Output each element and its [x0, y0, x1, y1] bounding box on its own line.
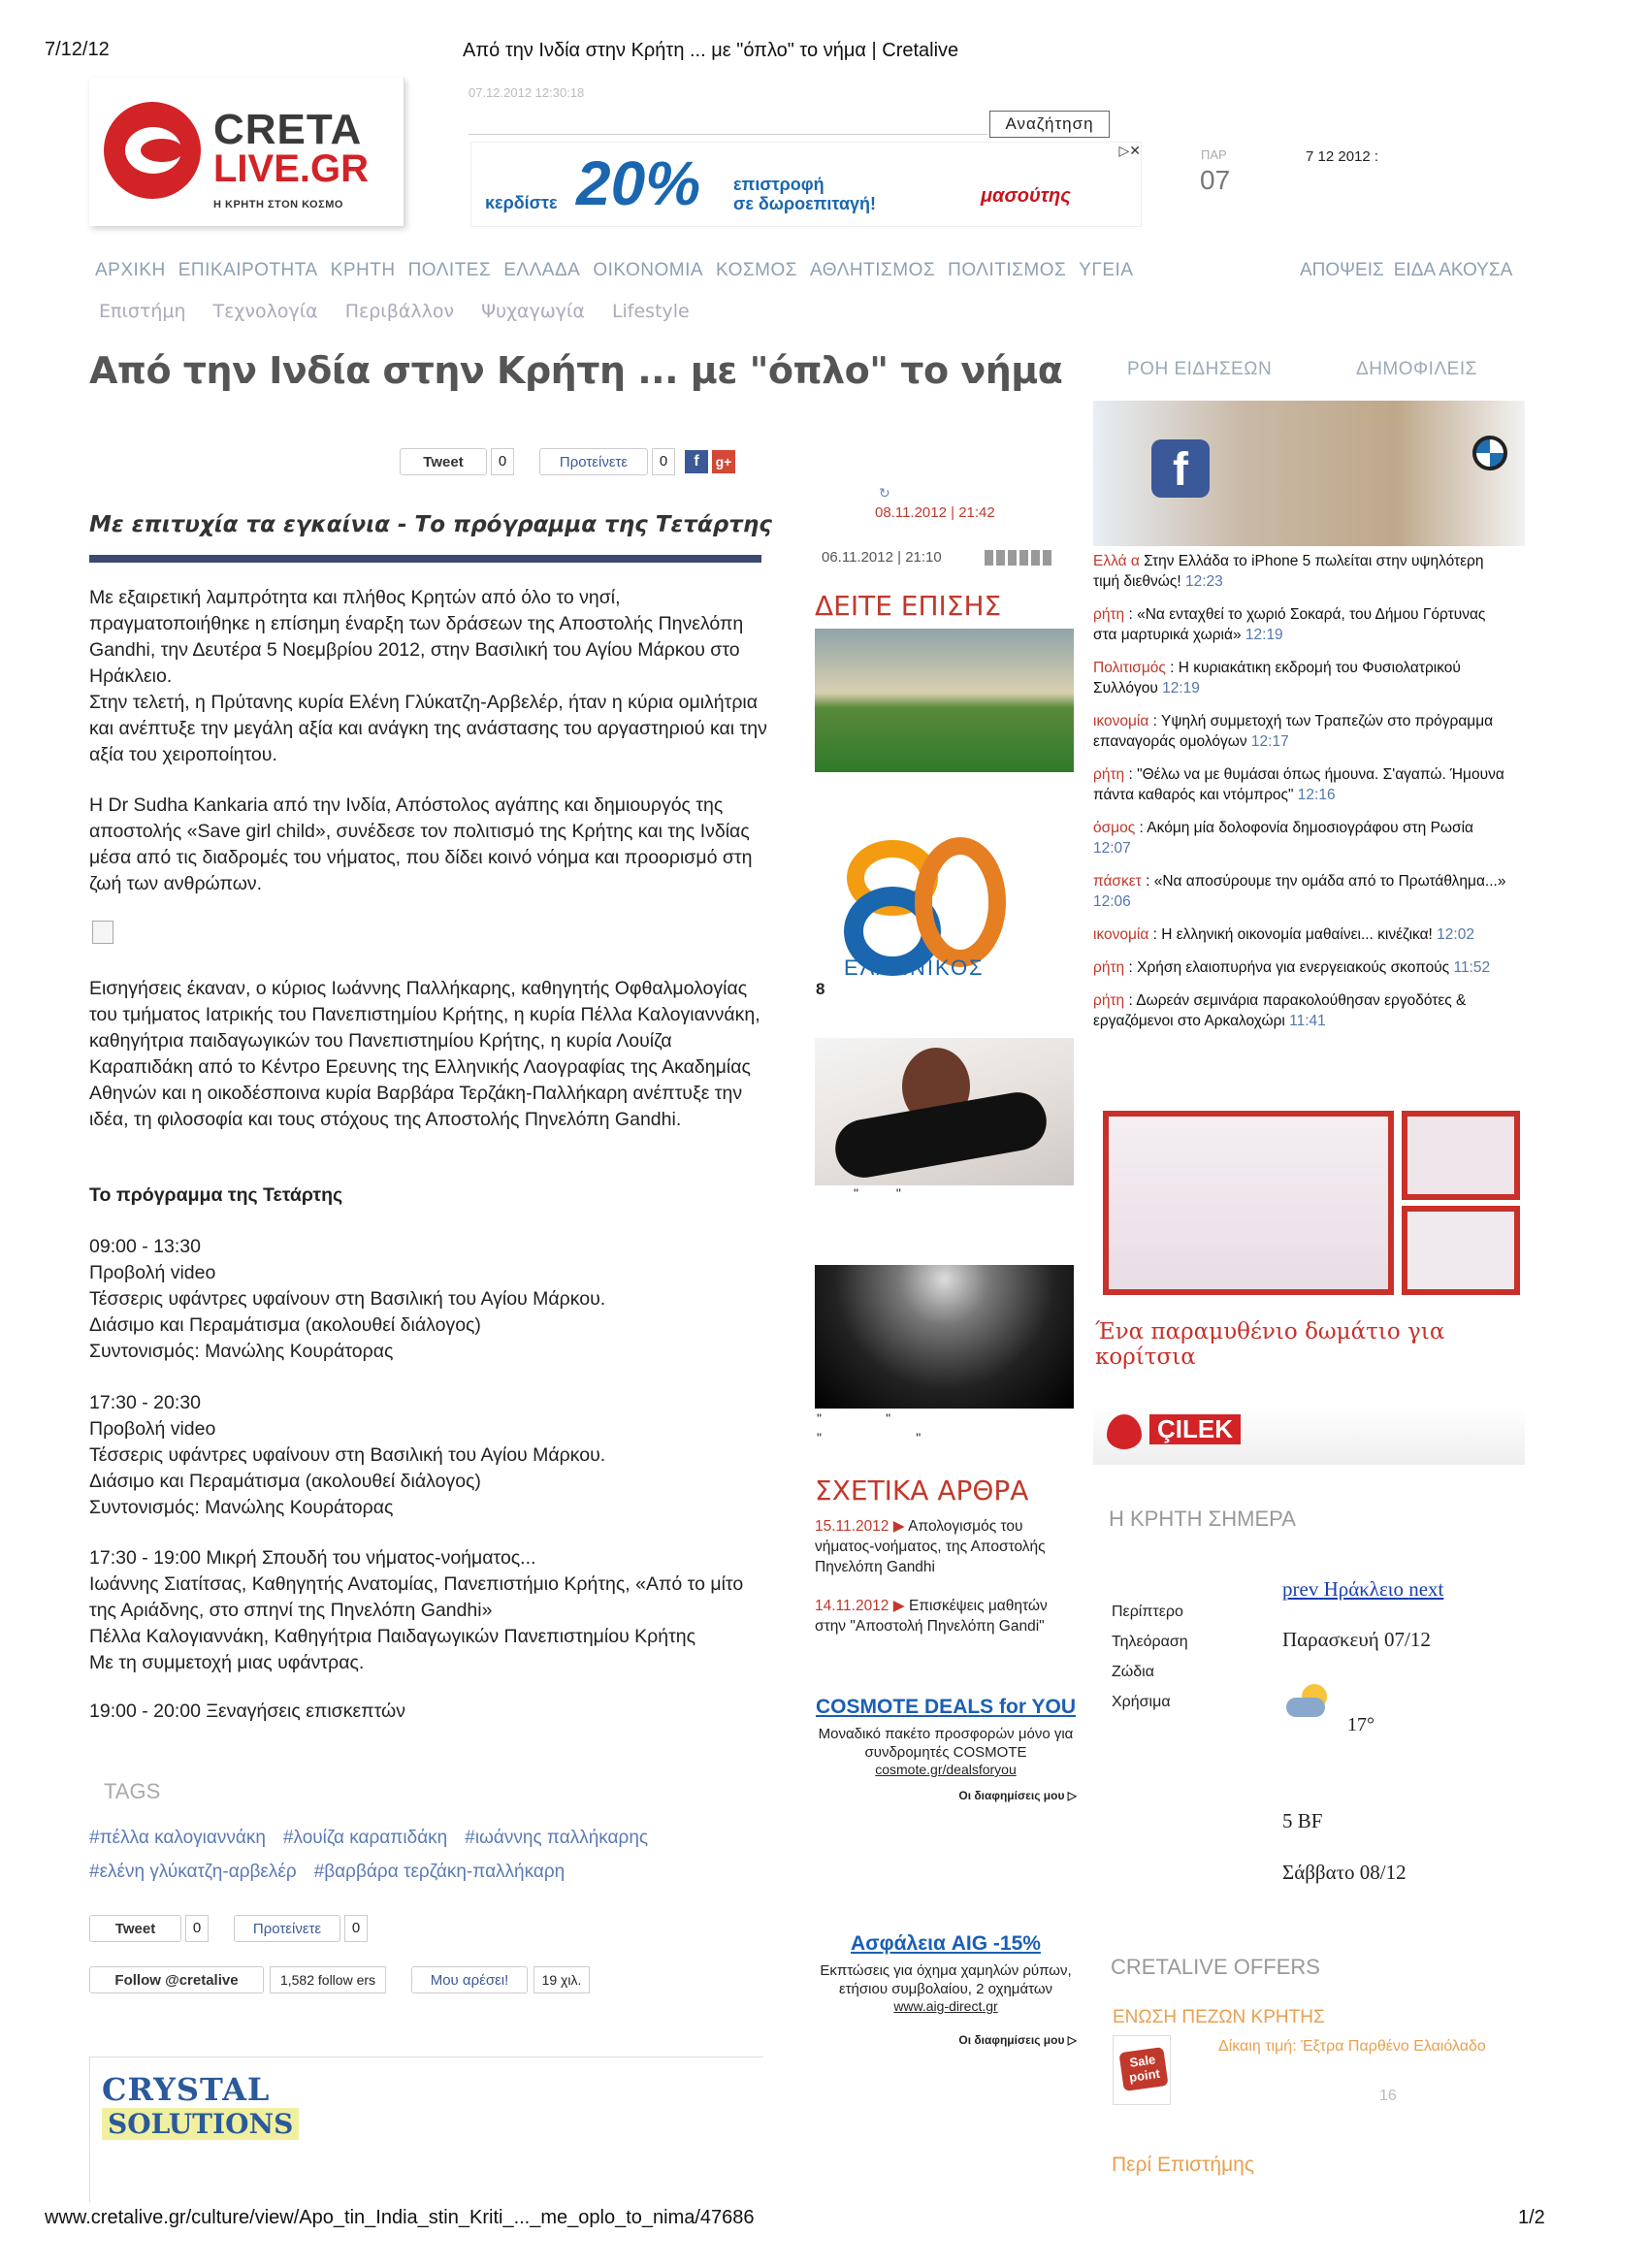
broken-image-icon: [92, 921, 113, 944]
see-also-image-woman[interactable]: [815, 1038, 1074, 1185]
google-plus-icon[interactable]: g+: [712, 450, 735, 473]
news-category: ρήτη: [1093, 959, 1125, 976]
main-nav: [95, 260, 1146, 281]
text-ad-url[interactable]: www.aig-direct.gr: [893, 1998, 998, 2014]
sub-nav-item[interactable]: Τεχνολογία: [212, 301, 318, 322]
news-time: 11:52: [1453, 959, 1491, 976]
news-time: 12:17: [1250, 733, 1289, 750]
follow-bar: [89, 1966, 590, 1993]
news-category: ρήτη: [1093, 606, 1125, 623]
nav-item[interactable]: ΕΠΙΚΑΙΡΟΤΗΤΑ: [178, 260, 318, 280]
news-time: 12:06: [1093, 893, 1131, 910]
refresh-icon: ↻: [879, 485, 890, 501]
ad-right-l2: σε δωροεπιταγή!: [733, 193, 877, 213]
news-text: Ακόμη μία δολοφονία δημοσιογράφου στη Ρωσία: [1147, 820, 1473, 836]
quote-mark: " ": [854, 1185, 901, 1201]
nav-item[interactable]: ΥΓΕΙΑ: [1079, 260, 1134, 280]
weather-city[interactable]: Ηράκλειο: [1323, 1577, 1404, 1601]
tag-link[interactable]: #πέλλα καλογιαννάκη: [89, 1828, 266, 1848]
nav-item[interactable]: ΕΛΛΑΔΑ: [503, 260, 581, 280]
print-page-number: 1/2: [1518, 2207, 1545, 2228]
sale-point-badge[interactable]: [1113, 2035, 1171, 2105]
tab-news-feed[interactable]: ΡΟΗ ΕΙΔΗΣΕΩΝ: [1127, 359, 1273, 379]
today-link[interactable]: Τηλεόραση: [1112, 1634, 1188, 1650]
logo80-text: ΕΛΛΗΝΙΚΟΣ: [844, 956, 985, 980]
logo-mark-icon: [104, 102, 201, 199]
news-time: 12:16: [1297, 787, 1336, 803]
tags-list: [89, 1822, 788, 1890]
share-bar-bottom: [89, 1915, 368, 1942]
cilek-ad[interactable]: [1093, 1106, 1525, 1465]
nav-item[interactable]: ΚΟΣΜΟΣ: [716, 260, 797, 280]
article-title: Από την Ινδία στην Κρήτη ... με "όπλο" το νήμα: [89, 349, 1063, 392]
facebook-icon[interactable]: f: [685, 450, 708, 473]
bmw-logo-icon: [1472, 436, 1507, 470]
right-nav: [1290, 260, 1512, 281]
sub-nav-item[interactable]: Επιστήμη: [99, 301, 186, 322]
recommend-button[interactable]: Προτείνετε: [539, 448, 648, 475]
news-category: ρήτη: [1093, 766, 1125, 783]
offers-title: CRETALIVE OFFERS: [1111, 1955, 1320, 1979]
today-link[interactable]: Περίπτερο: [1112, 1604, 1183, 1620]
ad-close-icon[interactable]: ▷✕: [1118, 143, 1141, 158]
lead-divider: [89, 555, 761, 563]
text-ad-title[interactable]: COSMOTE DEALS for YOU: [816, 1696, 1076, 1718]
news-category: ικονομία: [1093, 713, 1149, 729]
article-date-2: 06.11.2012 | 21:10: [822, 549, 942, 566]
weather-temp: 17°: [1347, 1714, 1374, 1735]
weather-day1: Παρασκευή 07/12: [1282, 1628, 1431, 1651]
news-time: 12:23: [1184, 573, 1223, 590]
news-time: 11:41: [1289, 1013, 1326, 1029]
follow-button[interactable]: Follow @cretalive: [89, 1966, 264, 1993]
news-category: ρήτη: [1093, 992, 1125, 1009]
banner-ad[interactable]: [470, 142, 1142, 227]
offer-count: 16: [1379, 2088, 1397, 2104]
tag-link[interactable]: #βαρβάρα τερζάκη-παλλήκαρη: [313, 1862, 566, 1882]
text-ad-url[interactable]: cosmote.gr/dealsforyou: [875, 1762, 1017, 1777]
ad-choices-label: Οι διαφημίσεις μου: [958, 1789, 1065, 1802]
news-text: Χρήση ελαιοπυρήνα για ενεργειακούς σκοπούς: [1137, 959, 1450, 976]
see-also-image-concert[interactable]: [815, 1265, 1074, 1409]
tags-title: TAGS: [104, 1779, 161, 1803]
strawberry-icon: [1107, 1414, 1142, 1449]
news-item[interactable]: ρήτη : Δωρεάν σεμινάρια παρακολούθησαν εργοδότες & εργαζόμενοι στο Αρκαλοχώρι 11:41: [1093, 992, 1467, 1029]
news-item[interactable]: όσμος : Ακόμη μία δολοφονία δημοσιογράφου στη Ρωσία 12:07: [1093, 820, 1473, 857]
ad-choices-label: Οι διαφημίσεις μου: [958, 2033, 1065, 2047]
sale-point-label: Sale point: [1118, 2047, 1168, 2091]
news-item[interactable]: ρήτη : "Θέλω να με θυμάσαι όπως ήμουνα. Σ'αγαπώ. Ήμουνα πάντα καθαρός και ντόμπρος" 12:16: [1093, 766, 1504, 803]
cilek-ad-text: Ένα παραμυθένιο δωμάτιο για κορίτσια: [1095, 1319, 1445, 1370]
news-text: Δωρεάν σεμινάρια παρακολούθησαν εργοδότες & εργαζόμενοι στο Αρκαλοχώρι: [1093, 992, 1467, 1029]
ad-right-text: [733, 176, 876, 214]
program-block: 17:30 - 20:30 Προβολή video Τέσσερις υφάντρες υφαίνουν στη Βασιλική του Αγίου Μάρκου. Διάσιμο και Περαμάτισμα (ακολουθεί διάλογος) Συντονισμός: Μανώλης Κουράτορας: [89, 1392, 606, 1518]
news-text: Στην Ελλάδα το iPhone 5 πωλείται στην υψηλότερη τιμή διεθνώς!: [1093, 553, 1484, 590]
cilek-brand: ÇILEK: [1149, 1414, 1241, 1444]
quote-mark: " " " ": [817, 1410, 922, 1445]
offer-org[interactable]: ΕΝΩΣΗ ΠΕΖΩΝ ΚΡΗΤΗΣ: [1113, 2007, 1325, 2027]
news-item[interactable]: ικονομία : Η ελληνική οικονομία μαθαίνει... κινέζικα! 12:02: [1093, 926, 1474, 943]
tweet-count: 0: [491, 448, 514, 475]
weather-wind: 5 BF: [1282, 1809, 1323, 1832]
article-paragraph: Με εξαιρετική λαμπρότητα και πλήθος Κρητών από όλο το νησί, πραγματοποιήθηκε η επίσημη έναρξη των δράσεων της Αποστολής Πηνελόπη Gandhi, την Δευτέρα 5 Νοεμβρίου 2012, στην Βασιλική του Αγίου Μάρκου στο Ηράκλειο. Στην τελετή, η Πρύτανης κυρία Ελένη Γλύκατζη-Αρβελέρ, ήταν η κύρια ομιλήτρια και ανέπτυξε την μεγάλη αξία και ανάγκη της ανάστασης του αργαστηριού και την αξία του χειροποίητου.: [89, 587, 767, 765]
tag-link[interactable]: #ιωάννης παλλήκαρης: [465, 1828, 649, 1848]
site-logo[interactable]: [89, 78, 404, 226]
sub-nav: [99, 301, 717, 322]
related-item[interactable]: 14.11.2012 ▶ Επισκέψεις μαθητών στην "Αποστολή Πηνελόπη Gandi": [815, 1598, 1048, 1635]
sub-nav-item[interactable]: Περιβάλλον: [344, 301, 455, 322]
news-text: "Θέλω να με θυμάσαι όπως ήμουνα. Σ'αγαπώ. Ήμουνα πάντα καθαρός και ντόμπρος": [1093, 766, 1504, 803]
see-also-title: ΔΕΙΤΕ ΕΠΙΣΗΣ: [815, 590, 1002, 622]
rating-icon: [985, 550, 1052, 566]
recommend-button[interactable]: Προτείνετε: [234, 1915, 340, 1942]
tweet-count: 0: [185, 1915, 209, 1942]
tweet-button[interactable]: Tweet: [89, 1915, 181, 1942]
ad-choices[interactable]: Οι διαφημίσεις μου ▷: [958, 1789, 1077, 1802]
weather-next[interactable]: next: [1408, 1577, 1444, 1601]
like-count: 19 χιλ.: [534, 1966, 590, 1993]
news-category: όσμος: [1093, 820, 1136, 836]
nav-item[interactable]: ΑΡΧΙΚΗ: [95, 260, 166, 280]
logo-tagline: Η ΚΡΗΤΗ ΣΤΟΝ ΚΟΣΜΟ: [213, 199, 343, 211]
program-title: Το πρόγραμμα της Τετάρτης: [89, 1184, 343, 1206]
today-link[interactable]: Ζώδια: [1112, 1664, 1154, 1680]
search-input[interactable]: [469, 110, 987, 135]
logo-line1: CRETA: [213, 106, 363, 153]
nav-item[interactable]: ΚΡΗΤΗ: [330, 260, 396, 280]
nav-item[interactable]: ΠΟΛΙΤΙΣΜΟΣ: [948, 260, 1067, 280]
followers-count: 1,582 follow ers: [270, 1966, 386, 1993]
article-date-1: 08.11.2012 | 21:42: [875, 504, 995, 521]
news-item[interactable]: πάσκετ : «Να αποσύρουμε την ομάδα από το Πρωτάθλημα...» 12:06: [1093, 873, 1506, 910]
news-item[interactable]: ρήτη : Χρήση ελαιοπυρήνα για ενεργειακούς σκοπούς 11:52: [1093, 959, 1491, 976]
print-page-title: Από την Ινδία στην Κρήτη ... με "όπλο" το νήμα | Cretalive: [463, 40, 959, 61]
crystal-ad[interactable]: [89, 2057, 763, 2202]
news-item[interactable]: ρήτη : «Να ενταχθεί το χωριό Σοκαρά, του Δήμου Γόρτυνας στα μαρτυρικά χωριά» 12:19: [1093, 606, 1486, 643]
news-text: Η ελληνική οικονομία μαθαίνει... κινέζικα!: [1161, 926, 1433, 943]
tag-link[interactable]: #λουίζα καραπιδάκη: [282, 1828, 448, 1848]
nav-item-opinions[interactable]: ΑΠΟΨΕΙΣ: [1300, 260, 1384, 280]
recommend-count: 0: [652, 448, 675, 475]
timestamp: 07.12.2012 12:30:18: [469, 85, 585, 100]
print-date: 7/12/12: [45, 39, 110, 60]
full-date: 7 12 2012 :: [1306, 148, 1379, 165]
article-lead: Με επιτυχία τα εγκαίνια - Το πρόγραμμα της Τετάρτης: [89, 512, 772, 537]
news-time: 12:19: [1162, 680, 1200, 697]
crystal-line2: SOLUTIONS: [102, 2108, 299, 2140]
see-also-caption: 8: [816, 980, 825, 998]
tab-popular[interactable]: ΔΗΜΟΦΙΛΕΙΣ: [1356, 359, 1477, 379]
news-time: 12:02: [1437, 926, 1474, 943]
today-link[interactable]: Χρήσιμα: [1112, 1694, 1171, 1710]
nav-item[interactable]: ΟΙΚΟΝΟΜΙΑ: [593, 260, 704, 280]
tag-link[interactable]: #ελένη γλύκατζη-αρβελέρ: [89, 1862, 297, 1882]
see-also-image-landscape[interactable]: [815, 629, 1074, 772]
ad-choices[interactable]: Οι διαφημίσεις μου ▷: [958, 2033, 1077, 2047]
weather-prev[interactable]: prev: [1282, 1577, 1319, 1601]
related-text: Απολογισμός του νήματος-νοήματος, της Αποστολής Πηνελόπη Gandhi: [815, 1518, 1046, 1575]
footer-link-science[interactable]: Περί Επιστήμης: [1112, 2154, 1254, 2176]
news-text: Η κυριακάτικη εκδρομή του Φυσιολατρικού Συλλόγου: [1093, 660, 1461, 697]
text-ad-body: Μοναδικό πακέτο προσφορών μόνο για συνδρομητές COSMOTE: [818, 1726, 1074, 1761]
nav-item[interactable]: ΑΘΛΗΤΙΣΜΟΣ: [810, 260, 936, 280]
day-label: ΠΑΡ: [1201, 147, 1227, 162]
search-button[interactable]: Αναζήτηση: [989, 111, 1110, 138]
ad-right-l1: επιστροφή: [733, 175, 824, 194]
like-button[interactable]: Μου αρέσει!: [411, 1966, 528, 1993]
news-text: «Να αποσύρουμε την ομάδα από το Πρωτάθλημα...»: [1153, 873, 1506, 890]
news-category: Ελλά α: [1093, 553, 1140, 569]
news-item[interactable]: ικονομία : Υψηλή συμμετοχή των Τραπεζών στο πρόγραμμα επαναγοράς ομολόγων 12:17: [1093, 713, 1494, 750]
news-feed: [1093, 551, 1510, 1044]
nav-item[interactable]: ΠΟΛΙΤΕΣ: [407, 260, 492, 280]
program-block: 17:30 - 19:00 Μικρή Σπουδή του νήματος-νοήματος... Ιωάννης Σιατίτσας, Καθηγητής Ανατομίας, Πανεπιστήμιο Κρήτης, «Από το μίτο της Αριάδνης, στο σπηνί της Πηνελόπη Gandhi» Πέλλα Καλογιαννάκη, Καθηγήτρια Παιδαγωγικών Πανεπιστημίου Κρήτης Με τη συμμετοχή μιας υφάντρας.: [89, 1547, 744, 1673]
news-category: Πολιτισμός: [1093, 660, 1166, 676]
nav-item-heard[interactable]: ΕΙΔΑ ΑΚΟΥΣΑ: [1393, 260, 1513, 280]
program-block: 09:00 - 13:30 Προβολή video Τέσσερις υφάντρες υφαίνουν στη Βασιλική του Αγίου Μάρκου. Διάσιμο και Περαμάτισμα (ακολουθεί διάλογος) Συντονισμός: Μανώλης Κουράτορας: [89, 1236, 606, 1362]
print-url: www.cretalive.gr/culture/view/Apo_tin_India_stin_Kriti_..._me_oplo_to_nima/47686: [45, 2207, 755, 2228]
weather-nav: [1282, 1577, 1443, 1602]
news-text: Υψηλή συμμετοχή των Τραπεζών στο πρόγραμμα επαναγοράς ομολόγων: [1093, 713, 1494, 750]
program-block: 19:00 - 20:00 Ξεναγήσεις επισκεπτών: [89, 1701, 406, 1722]
sub-nav-item[interactable]: Ψυχαγωγία: [481, 301, 585, 322]
tweet-button[interactable]: Tweet: [400, 448, 487, 475]
recommend-count: 0: [344, 1915, 368, 1942]
sun-cloud-icon: [1286, 1684, 1331, 1723]
article-paragraph: Εισηγήσεις έκαναν, ο κύριος Ιωάννης Παλλήκαρης, καθηγητής Οφθαλμολογίας του τμήματος Ιατρικής του Πανεπιστημίου Κρήτης, η κυρία Πέλλα Καλογιαννάκη, καθηγήτρια παιδαγωγικών του Πανεπιστημίου Κρήτης, η κυρία Λουίζα Καραπιδάκη από το Κέντρο Ερευνης της Ελληνικής Λαογραφίας της Ακαδημίας Αθηνών και η οικοδέσποινα κυρία Βαρβάρα Τερζάκη-Παλλήκαρη ανέπτυξε την ιδέα, τη φιλοσοφία και τους στόχους της Αποστολής Πηνελόπη Gandhi.: [89, 978, 766, 1130]
news-item[interactable]: Πολιτισμός : Η κυριακάτικη εκδρομή του Φυσιολατρικού Συλλόγου 12:19: [1093, 660, 1461, 697]
related-date: 14.11.2012: [815, 1598, 889, 1614]
offer-text[interactable]: Δίκαιη τιμή: Έξτρα Παρθένο Ελαιόλαδο: [1218, 2038, 1486, 2055]
day-number: 07: [1200, 165, 1231, 195]
logo-line2: LIVE.GR: [213, 147, 370, 190]
sub-nav-item[interactable]: Lifestyle: [611, 301, 690, 322]
weather-day2: Σάββατο 08/12: [1282, 1861, 1406, 1884]
text-ad[interactable]: [815, 1696, 1077, 1802]
news-text: «Να ενταχθεί το χωριό Σοκαρά, του Δήμου Γόρτυνας στα μαρτυρικά χωριά»: [1093, 606, 1486, 643]
text-ad-body: Εκπτώσεις για όχημα χαμηλών ρύπων, ετήσιου συμβολαίου, 2 οχημάτων: [820, 1962, 1072, 1997]
news-category: πάσκετ: [1093, 873, 1142, 890]
crystal-line1: CRYSTAL: [102, 2071, 271, 2108]
bmw-ad[interactable]: [1093, 401, 1525, 546]
related-item[interactable]: 15.11.2012 ▶ Απολογισμός του νήματος-νοήματος, της Αποστολής Πηνελόπη Gandhi: [815, 1518, 1046, 1575]
crete-today-title: Η ΚΡΗΤΗ ΣΗΜΕΡΑ: [1109, 1507, 1296, 1531]
news-category: ικονομία: [1093, 926, 1149, 943]
news-item[interactable]: [1093, 551, 1510, 592]
ad-left-text: κερδίστε: [485, 193, 558, 212]
related-date: 15.11.2012: [815, 1518, 889, 1535]
crete-today-links: [1112, 1597, 1188, 1717]
ad-brand: μασούτης: [981, 185, 1071, 207]
facebook-icon: f: [1151, 439, 1210, 498]
text-ad[interactable]: [815, 1932, 1077, 2047]
article-paragraph: Η Dr Sudha Kankaria από την Ινδία, Απόστολος αγάπης και δημιουργός της αποστολής «Save girl child», συνέδεσε τον πολιτισμό της Κρήτης και της Ινδίας μέσα από τις διαδρομές του νήματος, που δίδει κοινό νόημα και προορισμό στη ζωή των ανθρώπων.: [89, 794, 758, 894]
related-text: Επισκέψεις μαθητών στην "Αποστολή Πηνελόπη Gandi": [815, 1598, 1048, 1635]
share-bar: [400, 448, 735, 475]
ad-big-text: 20%: [576, 148, 701, 218]
news-time: 12:19: [1245, 627, 1283, 643]
text-ad-title[interactable]: Ασφάλεια AIG -15%: [851, 1932, 1041, 1955]
news-time: 12:07: [1093, 840, 1131, 857]
related-title: ΣΧΕΤΙΚΑ ΑΡΘΡΑ: [815, 1474, 1029, 1507]
